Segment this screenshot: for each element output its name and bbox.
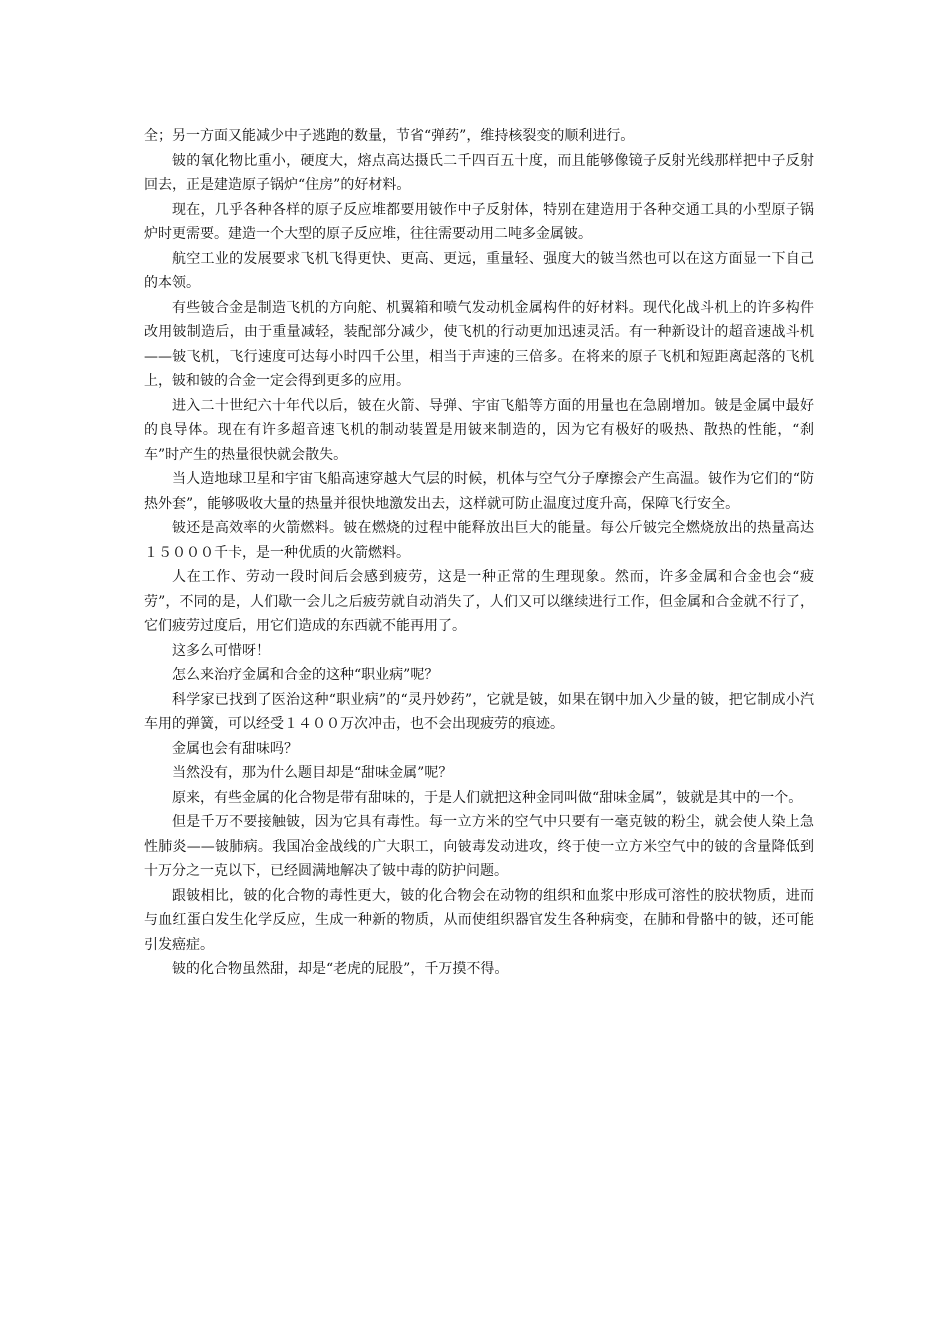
- paragraph: 跟铍相比，铍的化合物的毒性更大，铍的化合物会在动物的组织和血浆中形成可溶性的胶状物质，进而与血红蛋白发生化学反应，生成一种新的物质，从而使组织器官发生各种病变，在肺和骨骼中的铍，还可能引发癌症。: [144, 887, 814, 953]
- paragraph: 全；另一方面又能减少中子逃跑的数量，节省“弹药”，维持核裂变的顺利进行。: [144, 128, 635, 144]
- paragraph: 航空工业的发展要求飞机飞得更快、更高、更远，重量轻、强度大的铍当然也可以在这方面显一下自己的本领。: [144, 250, 814, 291]
- paragraph: 现在，几乎各种各样的原子反应堆都要用铍作中子反射体，特别在建造用于各种交通工具的小型原子锅炉时更需要。建造一个大型的原子反应堆，往往需要动用二吨多金属铍。: [144, 201, 814, 242]
- paragraph: 怎么来治疗金属和合金的这种“职业病”呢？: [172, 667, 439, 683]
- paragraph: 这多么可惜呀！: [172, 642, 270, 659]
- paragraph: 人在工作、劳动一段时间后会感到疲劳，这是一种正常的生理现象。然而，许多金属和合金也会“疲劳”，不同的是，人们歇一会儿之后疲劳就自动消失了，人们又可以继续进行工作，但金属和合金就不行了，它们疲劳过度后，用它们造成的东西就不能再用了。: [144, 569, 814, 634]
- paragraph: 进入二十世纪六十年代以后，铍在火箭、导弹、宇宙飞船等方面的用量也在急剧增加。铍是金属中最好的良导体。现在有许多超音速飞机的制动装置是用铍来制造的，因为它有极好的吸热、散热的性能，“刹车”时产生的热量很快就会散失。: [144, 397, 814, 463]
- paragraph: 铍的氧化物比重小，硬度大，熔点高达摄氏二千四百五十度，而且能够像镜子反射光线那样把中子反射回去，正是建造原子锅炉“住房”的好材料。: [144, 152, 814, 193]
- paragraph: 原来，有些金属的化合物是带有甜味的，于是人们就把这种金同叫做“甜味金属”，铍就是其中的一个。: [172, 789, 803, 806]
- paragraph: 当然没有，那为什么题目却是“甜味金属”呢？: [172, 765, 453, 781]
- paragraph: 金属也会有甜味吗？: [172, 740, 298, 757]
- article-body: [144, 124, 814, 982]
- paragraph: 铍的化合物虽然甜，却是“老虎的屁股”，千万摸不得。: [172, 961, 509, 977]
- paragraph: 铍还是高效率的火箭燃料。铍在燃烧的过程中能释放出巨大的能量。每公斤铍完全燃烧放出的热量高达１５０００千卡，是一种优质的火箭燃料。: [144, 520, 814, 561]
- paragraph: 科学家已找到了医治这种“职业病”的“灵丹妙药”，它就是铍，如果在钢中加入少量的铍，把它制成小汽车用的弹簧，可以经受１４００万次冲击，也不会出现疲劳的痕迹。: [144, 691, 814, 732]
- paragraph: 但是千万不要接触铍，因为它具有毒性。每一立方米的空气中只要有一毫克铍的粉尘，就会使人染上急性肺炎——铍肺病。我国冶金战线的广大职工，向铍毒发动进攻，终于使一立方米空气中的铍的含量降低到十万分之一克以下，已经圆满地解决了铍中毒的防护问题。: [144, 814, 814, 879]
- paragraph: 当人造地球卫星和宇宙飞船高速穿越大气层的时候，机体与空气分子摩擦会产生高温。铍作为它们的“防热外套”，能够吸收大量的热量并很快地激发出去，这样就可防止温度过度升高，保障飞行安全。: [144, 471, 814, 512]
- paragraph: 有些铍合金是制造飞机的方向舵、机翼箱和喷气发动机金属构件的好材料。现代化战斗机上的许多构件改用铍制造后，由于重量减轻，装配部分减少，使飞机的行动更加迅速灵活。有一种新设计的超音速战斗机——铍飞机，飞行速度可达每小时四千公里，相当于声速的三倍多。在将来的原子飞机和短距离起落的飞机上，铍和铍的合金一定会得到更多的应用。: [144, 299, 814, 389]
